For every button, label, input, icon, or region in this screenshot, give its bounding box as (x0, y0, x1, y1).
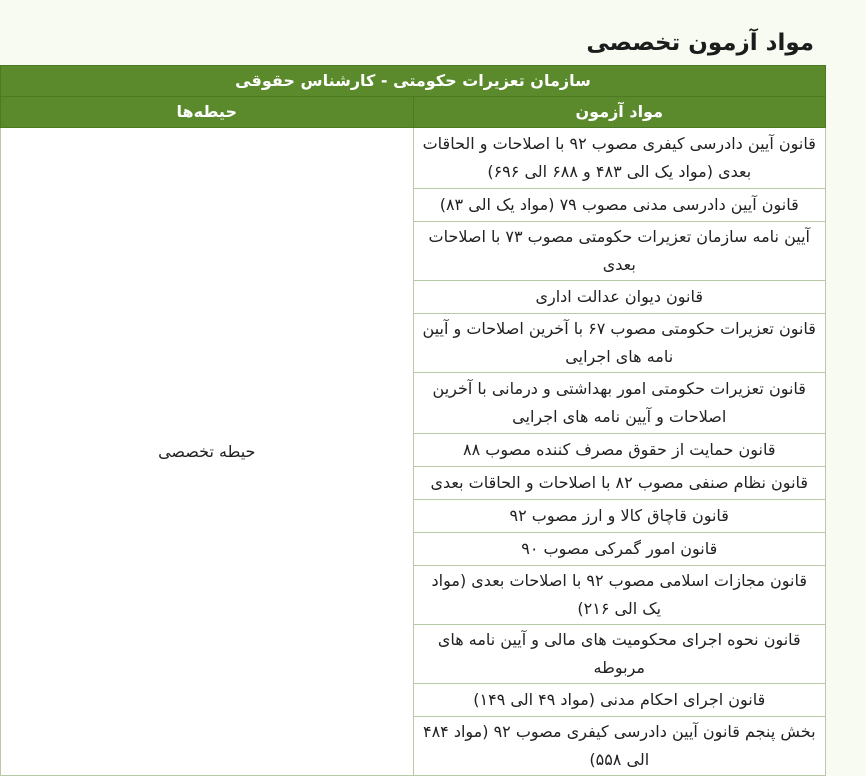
column-header-subjects: مواد آزمون (413, 97, 826, 128)
page-title: مواد آزمون تخصصی (586, 30, 814, 56)
table-row (1, 128, 826, 189)
subject-cell: قانون تعزیرات حکومتی امور بهداشتی و درمانی با آخرین اصلاحات و آیین نامه های اجرایی (413, 373, 826, 434)
subject-cell: قانون حمایت از حقوق مصرف کننده مصوب ۸۸ (413, 434, 826, 467)
table-caption-row (1, 66, 826, 97)
subject-cell: قانون نظام صنفی مصوب ۸۲ با اصلاحات و الحاقات بعدی (413, 467, 826, 500)
subject-cell: قانون آیین دادرسی کیفری مصوب ۹۲ با اصلاحات و الحاقات بعدی (مواد یک الی ۴۸۳ و ۶۸۸ الی ۶۹۶) (413, 128, 826, 189)
domain-cell: حیطه تخصصی (1, 128, 414, 776)
subject-cell: قانون مجازات اسلامی مصوب ۹۲ با اصلاحات بعدی (مواد یک الی ۲۱۶) (413, 566, 826, 625)
subject-cell: قانون دیوان عدالت اداری (413, 281, 826, 314)
subject-cell: قانون تعزیرات حکومتی مصوب ۶۷ با آخرین اصلاحات و آیین نامه های اجرایی (413, 314, 826, 373)
table-caption: سازمان تعزیرات حکومتی - کارشناس حقوقی (1, 66, 826, 97)
subject-cell: قانون امور گمرکی مصوب ۹۰ (413, 533, 826, 566)
subject-cell: بخش پنجم قانون آیین دادرسی کیفری مصوب ۹۲ (مواد ۴۸۴ الی ۵۵۸) (413, 717, 826, 776)
exam-subjects-table (0, 65, 826, 776)
subject-cell: قانون آیین دادرسی مدنی مصوب ۷۹ (مواد یک الی ۸۳) (413, 189, 826, 222)
subject-cell: آیین نامه سازمان تعزیرات حکومتی مصوب ۷۳ با اصلاحات بعدی (413, 222, 826, 281)
column-header-domains: حیطه‌ها (1, 97, 414, 128)
subject-cell: قانون اجرای احکام مدنی (مواد ۴۹ الی ۱۴۹) (413, 684, 826, 717)
subject-cell: قانون نحوه اجرای محکومیت های مالی و آیین نامه های مربوطه (413, 625, 826, 684)
table-header-row (1, 97, 826, 128)
subject-cell: قانون قاچاق کالا و ارز مصوب ۹۲ (413, 500, 826, 533)
